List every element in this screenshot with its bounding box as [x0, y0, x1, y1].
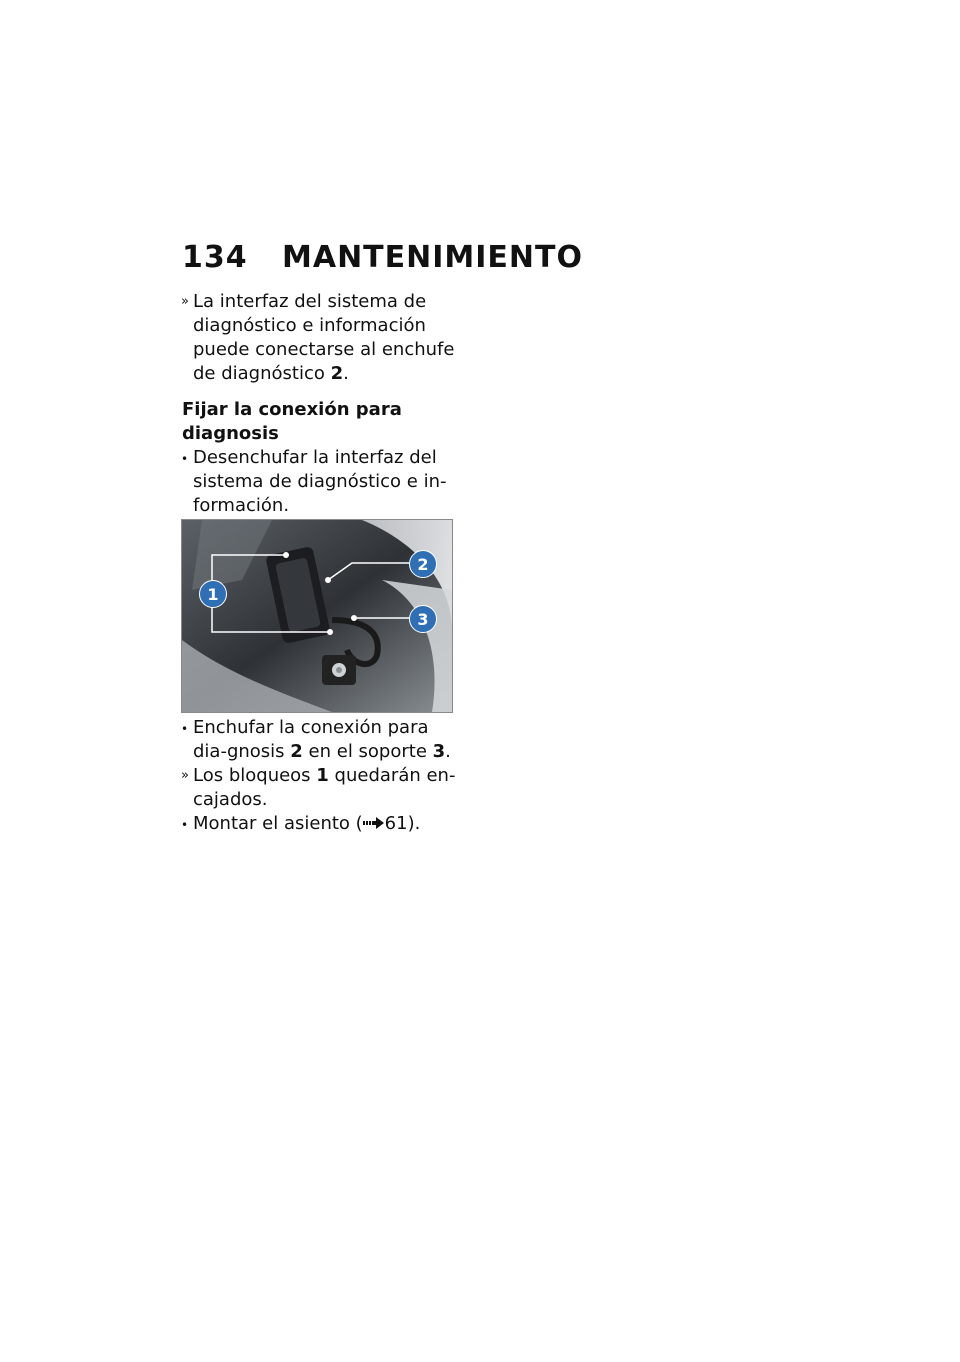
page-header: [182, 240, 583, 275]
callout-1: 1: [199, 580, 227, 608]
section-title: MANTENIMIENTO: [282, 240, 583, 275]
bullet-marker: •: [181, 452, 189, 466]
intro-result-item: [182, 290, 457, 386]
bullet-marker: •: [181, 722, 189, 736]
text-column-top: [182, 290, 457, 518]
step-end: ).: [407, 813, 421, 834]
intro-text: La interfaz del sistema de diagnóstico e información puede conectarse al enchufe de diagnóstico: [193, 291, 455, 384]
bullet-marker: •: [181, 818, 189, 832]
callout-3: 3: [409, 605, 437, 633]
result-item: [182, 764, 457, 812]
text-column-bottom: [182, 716, 457, 836]
page-reference-arrow-icon[interactable]: [363, 812, 385, 836]
result-marker: »: [181, 294, 189, 309]
page-number: 134: [182, 240, 248, 275]
diagnosis-connector-figure: [181, 519, 453, 713]
result-marker: »: [181, 768, 189, 783]
step-text: Enchufar la conexión para dia-gnosis: [193, 717, 429, 762]
intro-end: .: [343, 363, 349, 384]
step-text: Desenchufar la interfaz del sistema de diagnóstico e in-formación.: [193, 447, 447, 516]
step-ref: 3: [432, 741, 446, 762]
intro-ref: 2: [330, 363, 344, 384]
step-item: [182, 812, 457, 836]
callout-2: 2: [409, 550, 437, 578]
step-text: en el soporte: [302, 741, 433, 762]
section-heading: Fijar la conexión para diagnosis: [182, 399, 402, 444]
step-text: Montar el asiento (: [193, 813, 363, 834]
page-ref-number[interactable]: 61: [384, 813, 408, 834]
result-text: Los bloqueos: [193, 765, 317, 786]
step-ref: 2: [290, 741, 303, 762]
result-ref: 1: [316, 765, 329, 786]
step-item: [182, 446, 457, 518]
step-end: .: [445, 741, 451, 762]
result-text: quedarán en-cajados.: [193, 765, 456, 810]
step-item: [182, 716, 457, 764]
